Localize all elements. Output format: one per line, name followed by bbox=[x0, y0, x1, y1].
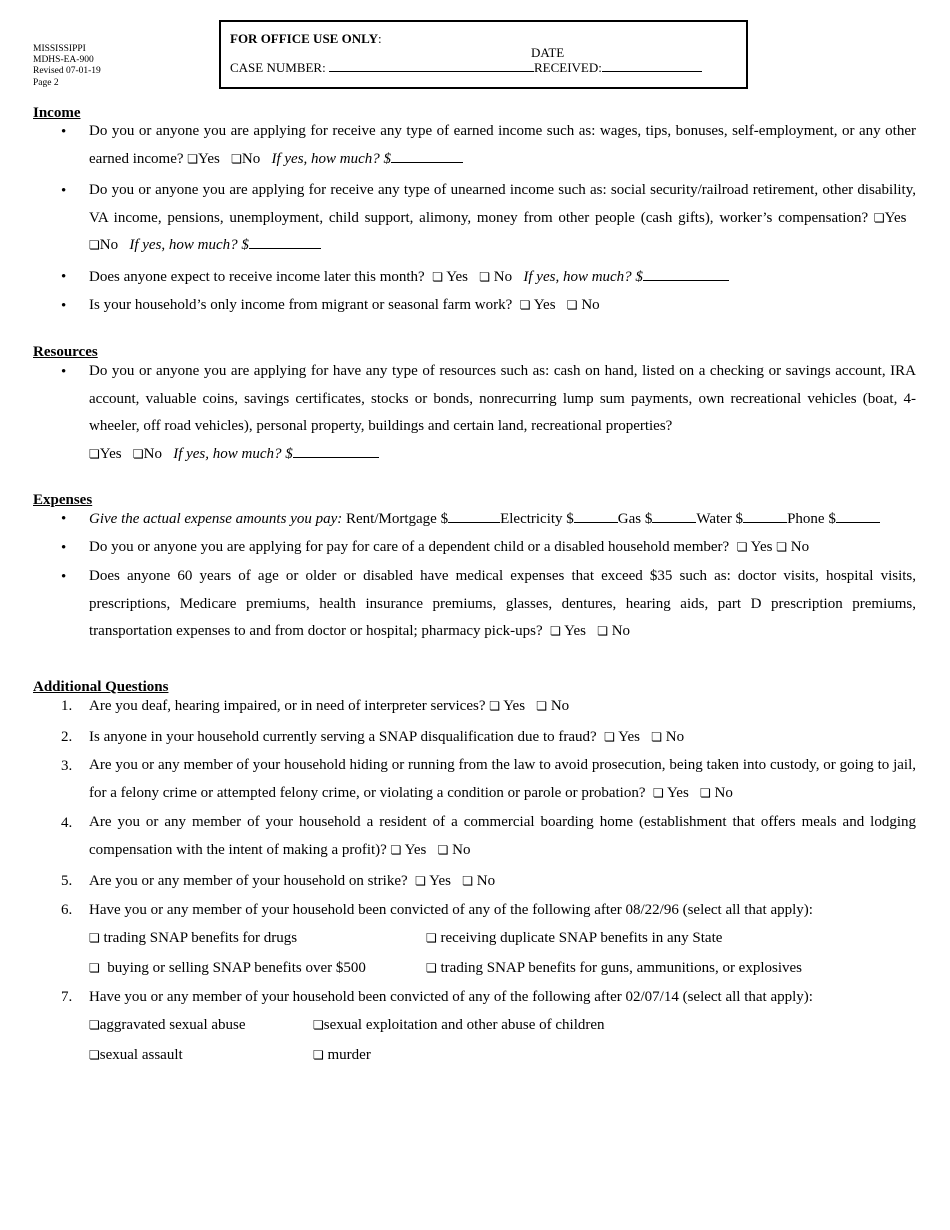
case-number-field[interactable] bbox=[329, 60, 534, 72]
checkbox-yes[interactable]: ❏ bbox=[652, 785, 664, 800]
bullet: • bbox=[61, 569, 67, 585]
case-number-row: CASE NUMBER: RECEIVED: bbox=[230, 60, 702, 76]
checkbox-yes[interactable]: ❏ bbox=[390, 842, 402, 857]
q6-option-buying-selling: ❏ buying or selling SNAP benefits over $500 bbox=[89, 960, 366, 976]
q7-option-murder: ❏ murder bbox=[313, 1047, 371, 1063]
office-use-title: FOR OFFICE USE ONLY: bbox=[230, 31, 382, 46]
form-metadata bbox=[33, 44, 101, 89]
checkbox-yes[interactable]: ❏ bbox=[736, 540, 748, 554]
resources-heading: Resources bbox=[33, 344, 98, 360]
expenses-heading: Expenses bbox=[33, 492, 93, 508]
question-number: 2. bbox=[61, 729, 73, 745]
income-question-later: Does anyone expect to receive income later this month? ❏ Yes ❏ No If yes, how much? $ bbox=[89, 268, 729, 286]
bullet: • bbox=[61, 298, 67, 314]
rent-field[interactable] bbox=[448, 510, 500, 523]
amount-field[interactable] bbox=[293, 445, 379, 458]
electricity-field[interactable] bbox=[574, 510, 618, 523]
checkbox[interactable]: ❏ bbox=[313, 1048, 324, 1062]
checkbox-yes[interactable]: ❏ bbox=[873, 210, 885, 225]
amount-field[interactable] bbox=[249, 236, 321, 249]
expenses-question-medical: Does anyone 60 years of age or older or disabled have medical expenses that exceed $35 such as: doctor visits, hospital visits, prescriptions, Medicare premiums, health insurance premiums, glasses, dentures, hearing aids, part D prescription premiums, transportation expenses to and from doctor or hospital; pharmacy pick-ups? ❏ Yes ❏ No bbox=[89, 568, 916, 639]
question-number: 6. bbox=[61, 902, 73, 918]
checkbox-no[interactable]: ❏ bbox=[776, 540, 788, 554]
checkbox[interactable]: ❏ bbox=[426, 961, 437, 975]
question-number: 1. bbox=[61, 698, 73, 714]
checkbox-yes[interactable]: ❏ bbox=[519, 298, 531, 312]
additional-question-2: Is anyone in your household currently serving a SNAP disqualification due to fraud? ❏ Yes ❏ No bbox=[89, 729, 685, 745]
bullet: • bbox=[61, 511, 67, 527]
checkbox-yes[interactable]: ❏ bbox=[415, 874, 426, 888]
checkbox-no[interactable]: ❏ bbox=[132, 447, 144, 461]
checkbox[interactable]: ❏ bbox=[426, 931, 437, 945]
q6-option-duplicate: ❏ receiving duplicate SNAP benefits in any State bbox=[426, 930, 723, 946]
checkbox[interactable]: ❏ bbox=[89, 961, 100, 975]
additional-heading: Additional Questions bbox=[33, 679, 169, 695]
checkbox-no[interactable]: ❏ bbox=[462, 874, 473, 888]
checkbox-yes[interactable]: ❏ bbox=[604, 730, 615, 744]
office-use-box bbox=[219, 20, 748, 89]
checkbox-yes[interactable]: ❏ bbox=[89, 447, 100, 461]
income-question-migrant: Is your household’s only income from migrant or seasonal farm work? ❏ Yes ❏ No bbox=[89, 297, 600, 313]
q7-option-assault: ❏sexual assault bbox=[89, 1047, 183, 1063]
bullet: • bbox=[61, 183, 67, 199]
q7-option-aggravated: ❏aggravated sexual abuse bbox=[89, 1017, 246, 1033]
q6-option-guns: ❏ trading SNAP benefits for guns, ammunitions, or explosives bbox=[426, 960, 803, 976]
bullet: • bbox=[61, 540, 67, 556]
additional-question-6: Have you or any member of your household been convicted of any of the following after 08/22/96 (select all that apply): bbox=[89, 902, 813, 918]
checkbox-no[interactable]: ❏ bbox=[651, 730, 662, 744]
amount-field[interactable] bbox=[391, 150, 463, 163]
q6-option-drugs: ❏ trading SNAP benefits for drugs bbox=[89, 930, 298, 946]
checkbox-no[interactable]: ❏ bbox=[437, 842, 449, 857]
checkbox-yes[interactable]: ❏ bbox=[432, 270, 443, 284]
checkbox-no[interactable]: ❏ bbox=[479, 270, 491, 284]
resources-answer-row: ❏Yes ❏No If yes, how much? $ bbox=[89, 445, 379, 463]
checkbox[interactable]: ❏ bbox=[89, 1018, 100, 1032]
checkbox-yes[interactable]: ❏ bbox=[550, 624, 561, 638]
water-field[interactable] bbox=[743, 510, 787, 523]
checkbox-yes[interactable]: ❏ bbox=[489, 699, 501, 713]
question-number: 5. bbox=[61, 873, 73, 889]
expenses-question-care: Do you or anyone you are applying for pay for care of a dependent child or a disabled household member? ❏ Yes ❏ No bbox=[89, 539, 810, 555]
bullet: • bbox=[61, 364, 67, 380]
bullet: • bbox=[61, 269, 67, 285]
q7-option-exploitation: ❏sexual exploitation and other abuse of children bbox=[313, 1017, 605, 1033]
checkbox-no[interactable]: ❏ bbox=[231, 151, 242, 166]
additional-question-3: Are you or any member of your household hiding or running from the law to avoid prosecution, being taken into custody, or going to jail, for a felony crime or attempted felony crime, or violating a condition or parole or probation? ❏ Yes ❏ No bbox=[89, 757, 916, 801]
checkbox[interactable]: ❏ bbox=[313, 1018, 324, 1032]
income-heading: Income bbox=[33, 105, 81, 121]
checkbox[interactable]: ❏ bbox=[89, 1048, 100, 1062]
additional-question-1: Are you deaf, hearing impaired, or in need of interpreter services? ❏ Yes ❏ No bbox=[89, 698, 570, 714]
gas-field[interactable] bbox=[652, 510, 696, 523]
revised-date: Revised 07-01-19 bbox=[33, 66, 101, 77]
checkbox-no[interactable]: ❏ bbox=[566, 298, 578, 312]
income-question-earned: Do you or anyone you are applying for receive any type of earned income such as: wages, tips, bonuses, self-employment, or any other earned income? ❏Yes ❏No If yes, how much? $ bbox=[89, 123, 916, 167]
checkbox-no[interactable]: ❏ bbox=[89, 238, 100, 252]
question-number: 4. bbox=[61, 815, 73, 831]
question-number: 3. bbox=[61, 758, 73, 774]
amount-field[interactable] bbox=[643, 268, 729, 281]
phone-field[interactable] bbox=[836, 510, 880, 523]
checkbox-no[interactable]: ❏ bbox=[700, 785, 711, 800]
expenses-amounts-row: Give the actual expense amounts you pay: Rent/Mortgage $ Electricity $ Gas $ Water $ Phone $ bbox=[89, 510, 880, 528]
checkbox-yes[interactable]: ❏ bbox=[187, 151, 199, 166]
additional-question-5: Are you or any member of your household on strike? ❏ Yes ❏ No bbox=[89, 873, 496, 889]
checkbox-no[interactable]: ❏ bbox=[597, 624, 608, 638]
income-question-unearned: Do you or anyone you are applying for receive any type of unearned income such as: social security/railroad retirement, other disability, VA income, pensions, unemployment, child support, alimony, money from other people (cash gifts), worker’s compensation? ❏Yes ❏No If yes, how much? $ bbox=[89, 182, 916, 253]
question-number: 7. bbox=[61, 989, 73, 1005]
form-number: MDHS-EA-900 bbox=[33, 55, 94, 66]
state-label: MISSISSIPPI bbox=[33, 44, 86, 54]
additional-question-7: Have you or any member of your household been convicted of any of the following after 02/07/14 (select all that apply): bbox=[89, 989, 813, 1005]
additional-question-4: Are you or any member of your household a resident of a commercial boarding home (establishment that offers meals and lodging compensation with the intent of making a profit)? ❏ Yes ❏ No bbox=[89, 814, 916, 858]
date-label: DATE bbox=[531, 45, 565, 60]
page-number: Page 2 bbox=[33, 77, 59, 88]
resources-question: Do you or anyone you are applying for have any type of resources such as: cash on hand, listed on a checking or savings account, IRA account, valuable coins, savings certificates, stocks or bonds, nonrecurring lump sum payments, own recreational vehicles (boat, 4-wheeler, off road vehicles), personal property, buildings and certain land, recreational properties? bbox=[89, 363, 916, 434]
checkbox[interactable]: ❏ bbox=[89, 931, 100, 945]
bullet: • bbox=[61, 124, 67, 140]
checkbox-no[interactable]: ❏ bbox=[536, 699, 548, 713]
received-field[interactable] bbox=[602, 60, 702, 72]
